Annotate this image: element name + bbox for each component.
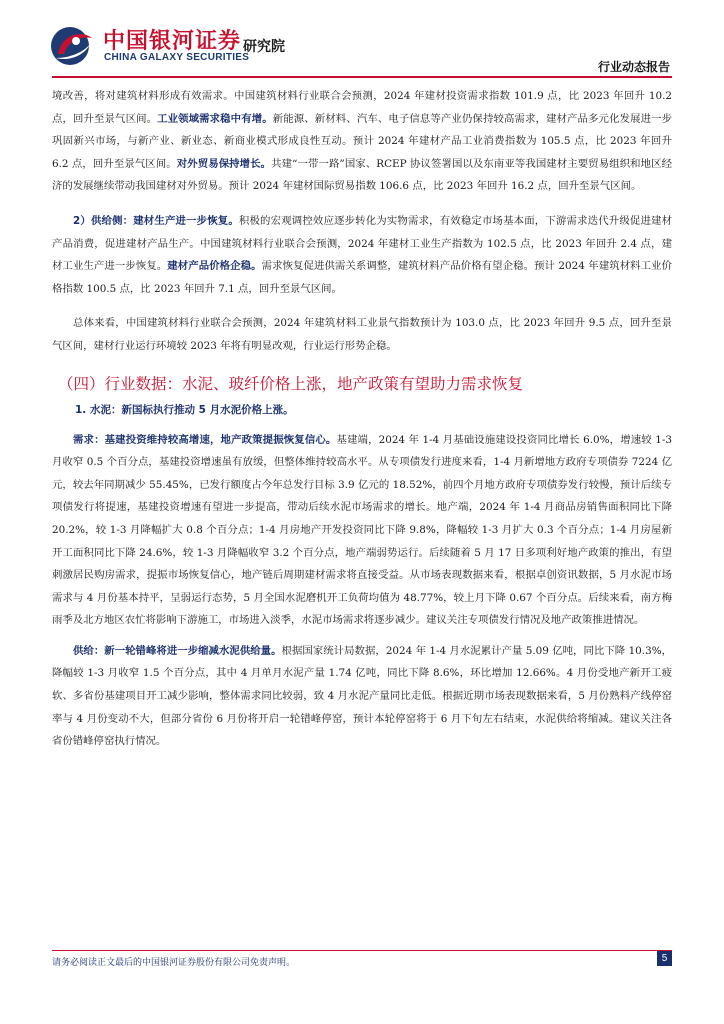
text-run: 共建“一带一路”国家、RCEP 协议签署国以及东南亚等我国建材主要贸易组织和地区经济的发展继续带动我国建材对外贸易。预计 2024 年建材国际贸易指数 106.6 点，比 2023 年回升 16.2 点，回升至景气区间。 [52,157,673,193]
text-run: 基建端，2024 年 1-4 月基础设施建设投资同比增长 6.0%，增速较 1-3 月收窄 0.5 个百分点，基建投资增速虽有放缓，但整体维持较高水平。从专项债发行进度来看，1-4 月新增地方政府专项债券 7224 亿元，较去年同期减少 55.45%，已发行额度占今年总发行目标 3.9 亿元的 18.52%，前四个月地方政府专项债券发行较慢，预计后续专项债发行将提速，基建投资增速有望进一步提高，带动后续水泥市场需求的增长。地产端，2024 年 1-4 月商品房销售面积同比下降 20.2%，较 1-3 月降幅扩大 0.8 个百分点；1-4 月房地产开发投资同比下降 9.8%，降幅较 1-3 月扩大 0.3 个百分点；1-4 月房屋新开工面积同比下降 24.6%，较 1-3 月降幅收窄 3.2 个百分点，地产端弱势运行。后续随着 5 月 17 日多项利好地产政策的推出，有望刺激居民购房需求，提振市场恢复信心，地产链后周期建材需求将直接受益。从市场表现数据来看，根据卓创资讯数据，5 月水泥市场需求与 4 月份基本持平，呈弱运行态势，5 月全国水泥磨机开工负荷均值为 48.77%，较上月下降 0.67 个百分点。后续来看，南方梅雨季及北方地区农忙将影响下游施工，市场进入淡季，水泥市场需求将逐步减少。建议关注专项债发行情况及地产政策推进情况。 [52,433,672,627]
text-run: 根据国家统计局数据，2024 年 1-4 月水泥累计产量 5.09 亿吨，同比下降 10.3%，降幅较 1-3 月收窄 1.5 个百分点，其中 4 月单月水泥产量 1.74 亿吨，同比下降 8.6%，环比增加 12.66%。4 月份受地产新开工疲软、多省份基建项目开工减少影响，整体需求同比较弱，致 4 月水泥产量同比走低。根据近期市场表现数据来看，5 月份熟料产线停窑率与 4 月份变动不大，但部分省份 6 月份将开启一轮错峰停窑，预计本轮停窑将于 6 月下旬左右结束，水泥供给将缩减。建议关注各省份错峰停窑执行情况。 [52,644,673,748]
institute-label: 研究院 [243,39,285,55]
sub-heading-cement: 1. 水泥：新国标执行推动 5 月水泥价格上涨。 [75,403,294,416]
paragraph-cement-demand [52,429,672,632]
header-divider [52,76,672,78]
text-run: 新能源、新材料、汽车、电子信息等产业仍保持较高需求，建材产品多元化发展进一步巩固新兴市场，与新产业、新业态、新商业模式形成良性互动。预计 2024 年建材产品工业消费指数为 105.5 点，比 2023 年回升 6.2 点，回升至景气区间。 [52,112,673,170]
paragraph-supply-side [52,210,672,300]
text-run: 积极的宏观调控效应逐步转化为实物需求，有效稳定市场基本面，下游需求迭代升级促进建材产品消费，促进建材产品生产。中国建筑材料行业联合会预测，2024 年建材工业生产指数为 102.5 点，比 2023 年回升 2.4 点，建材工业生产进一步恢复。 [52,214,672,273]
paragraph-demand-outlook [52,85,672,198]
text-run: 需求恢复促进供需关系调整，建筑材料产品价格有望企稳。预计 2024 年建筑材料工业价格指数 100.5 点，比 2023 年回升 7.1 点，回升至景气区间。 [52,260,673,295]
footer-divider [52,950,672,951]
page-header [0,0,724,80]
emphasis-supply: 供给：新一轮错峰将进一步缩减水泥供给量。 [73,644,282,657]
report-type-label: 行业动态报告 [597,60,670,74]
page-number: 5 [657,951,672,966]
disclaimer-text: 请务必阅读正文最后的中国银河证券股份有限公司免责声明。 [52,958,296,968]
document-body [52,85,672,753]
paragraph-cement-supply [52,640,672,753]
china-galaxy-logo-icon [48,24,96,68]
emphasis-industrial-demand: 工业领域需求稳中有增。 [157,112,273,125]
text-run: 境改善，将对建筑材料形成有效需求。中国建筑材料行业联合会预测，2024 年建材投资需求指数 101.9 点，比 2023 年回升 10.2 点，回升至景气区间。 [52,90,672,125]
emphasis-price-stable: 建材产品价格企稳。 [167,260,262,273]
brand-name-cn: 中国银河证券 [103,29,242,54]
brand-name-en: CHINA GALAXY SECURITIES [104,52,250,63]
emphasis-foreign-trade: 对外贸易保持增长。 [176,157,272,170]
section-heading: （四）行业数据：水泥、玻纤价格上涨，地产政策有望助力需求恢复 [58,374,524,393]
emphasis-demand: 需求：基建投资维持较高增速，地产政策提振恢复信心。 [73,433,337,446]
paragraph-overall: 总体来看，中国建筑材料行业联合会预测，2024 年建筑材料工业景气指数预计为 103.0 点，比 2023 年回升 9.5 点，回升至景气区间，建材行业运行环境较 2023 年将有明显改观，行业运行形势企稳。 [52,317,672,352]
emphasis-supply-side: 2）供给侧：建材生产进一步恢复。 [73,214,239,227]
